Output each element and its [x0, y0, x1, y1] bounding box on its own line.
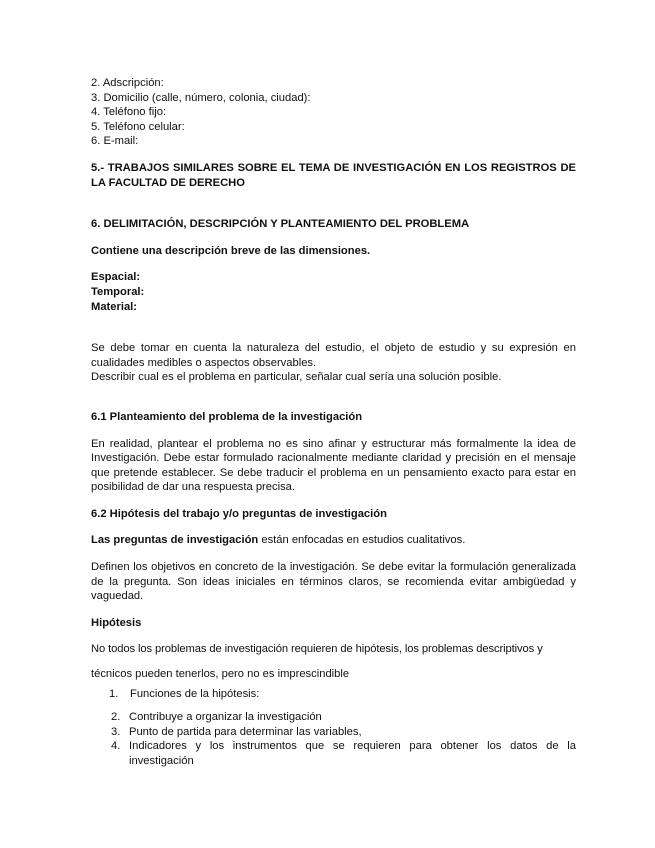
- contact-item-adscripcion: 2. Adscripción:: [91, 77, 164, 89]
- list-item-text: Contribuye a organizar la investigación: [129, 711, 322, 724]
- contact-item-email: 6. E-mail:: [91, 135, 139, 148]
- contact-list: [91, 76, 576, 149]
- questions-rest-text: están enfocadas en estudios cualitativos.: [258, 534, 466, 547]
- questions-bold-text: Las preguntas de investigación: [91, 534, 259, 547]
- section-5-heading: 5.- TRABAJOS SIMILARES SOBRE EL TEMA DE INVESTIGACIÓN EN LOS REGISTROS DE LA FACULTAD DE DERECHO: [91, 161, 576, 189]
- hypothesis-paragraph: [91, 637, 576, 687]
- section-6-1-paragraph: En realidad, plantear el problema no es sino afinar y estructurar más formalmente la idea de Investigación. Debe estar formulado racionalmente mediante claridad y precisión en el mensaje que pretende establecer. Se debe traducir el problema en un pensamiento exacto para estar en posibilidad de dar una respuesta precisa.: [91, 437, 576, 494]
- list-item: [91, 739, 576, 768]
- document-page: [91, 76, 576, 768]
- list-item-number: 3.: [111, 725, 121, 738]
- define-paragraph: Definen los objetivos en concreto de la investigación. Se debe evitar la formulación generalizada de la pregunta. Son ideas iniciales en términos claros, se recomienda evitar ambigüedad y vaguedad.: [91, 561, 576, 603]
- list-item: [91, 710, 576, 725]
- section-6-1-heading: 6.1 Planteamiento del problema de la investigación: [91, 410, 363, 423]
- hypothesis-heading: Hipótesis: [91, 616, 142, 629]
- list-item: [91, 725, 576, 740]
- list-item-text: Indicadores y los instrumentos que se requieren para obtener los datos de la investigación: [129, 740, 576, 767]
- questions-paragraph: [91, 533, 576, 548]
- functions-item-text: Funciones de la hipótesis:: [130, 688, 260, 701]
- hypothesis-line-2: técnicos pueden tenerlos, pero no es imprescindible: [91, 668, 350, 681]
- section-6-heading: 6. DELIMITACIÓN, DESCRIPCIÓN Y PLANTEAMIENTO DEL PROBLEMA: [91, 218, 470, 231]
- list-item-number: 4.: [111, 740, 121, 753]
- list-item-number: 2.: [111, 711, 121, 724]
- section-6-2-heading: 6.2 Hipótesis del trabajo y/o preguntas de investigación: [91, 507, 387, 520]
- contact-item-domicilio: 3. Domicilio (calle, número, colonia, ciudad):: [91, 91, 311, 104]
- section-6-paragraph-1: Se debe tomar en cuenta la naturaleza del estudio, el objeto de estudio y su expresión en cualidades medibles o aspectos observables.: [91, 342, 576, 369]
- functions-item: [91, 687, 576, 702]
- dimension-temporal: Temporal:: [91, 285, 145, 298]
- functions-list: [91, 710, 576, 768]
- dimensions-list: [91, 270, 576, 314]
- section-6-subheading: Contiene una descripción breve de las dimensiones.: [91, 244, 371, 257]
- list-item-text: Punto de partida para determinar las variables,: [129, 725, 362, 738]
- dimension-espacial: Espacial:: [91, 271, 141, 284]
- section-6-paragraph-2: Describir cual es el problema en particular, señalar cual sería una solución posible.: [91, 371, 502, 384]
- hypothesis-line-1: No todos los problemas de investigación requieren de hipótesis, los problemas descriptivos y: [91, 643, 543, 656]
- dimension-material: Material:: [91, 300, 138, 313]
- functions-item-number: 1.: [109, 688, 119, 701]
- contact-item-telefono-celular: 5. Teléfono celular:: [91, 120, 185, 133]
- contact-item-telefono-fijo: 4. Teléfono fijo:: [91, 106, 167, 119]
